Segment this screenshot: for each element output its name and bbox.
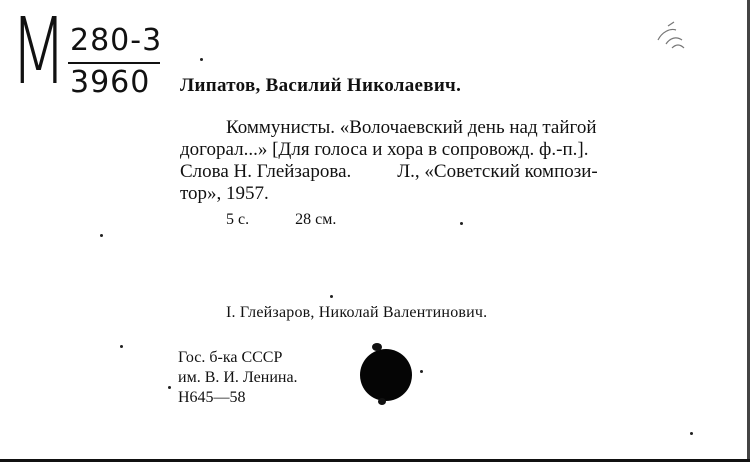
speck	[200, 58, 203, 61]
description-line: догорал...» [Для голоса и хора в сопровожд. ф.-п.].	[180, 139, 589, 160]
library-name: Гос. б-ка СССР	[178, 349, 283, 366]
call-number-bottom: 3960	[70, 65, 151, 100]
card-size: 28 см.	[295, 211, 337, 228]
lyricist-text: Слова Н. Глейзарова.	[180, 161, 352, 182]
pencil-mark-icon	[652, 18, 692, 58]
added-entry: I. Глейзаров, Николай Валентинович.	[226, 304, 488, 321]
call-number-divider	[68, 62, 160, 64]
speck	[690, 432, 693, 435]
speck	[420, 370, 423, 373]
punch-hole-edge	[372, 343, 382, 351]
card-number: Н645—58	[178, 389, 246, 406]
library-stamp	[178, 348, 298, 408]
call-number-top: 280-3	[70, 23, 163, 58]
punch-hole	[360, 349, 412, 401]
call-number-letter: М	[10, 0, 66, 105]
description-line	[180, 161, 740, 183]
library-name-cont: им. В. И. Ленина.	[178, 369, 298, 386]
speck	[168, 386, 171, 389]
page-count: 5 с.	[226, 211, 250, 228]
description-line: Коммунисты. «Волочаевский день над тайгой	[226, 117, 597, 138]
collation	[226, 211, 336, 229]
author-heading: Липатов, Василий Николаевич.	[180, 75, 462, 96]
speck	[330, 295, 333, 298]
speck	[460, 222, 463, 225]
punch-hole-edge	[378, 398, 386, 405]
description	[180, 117, 740, 205]
speck	[120, 345, 123, 348]
speck	[100, 234, 103, 237]
imprint-text: Л., «Советский компози-	[397, 161, 598, 182]
description-line: тор», 1957.	[180, 183, 269, 204]
